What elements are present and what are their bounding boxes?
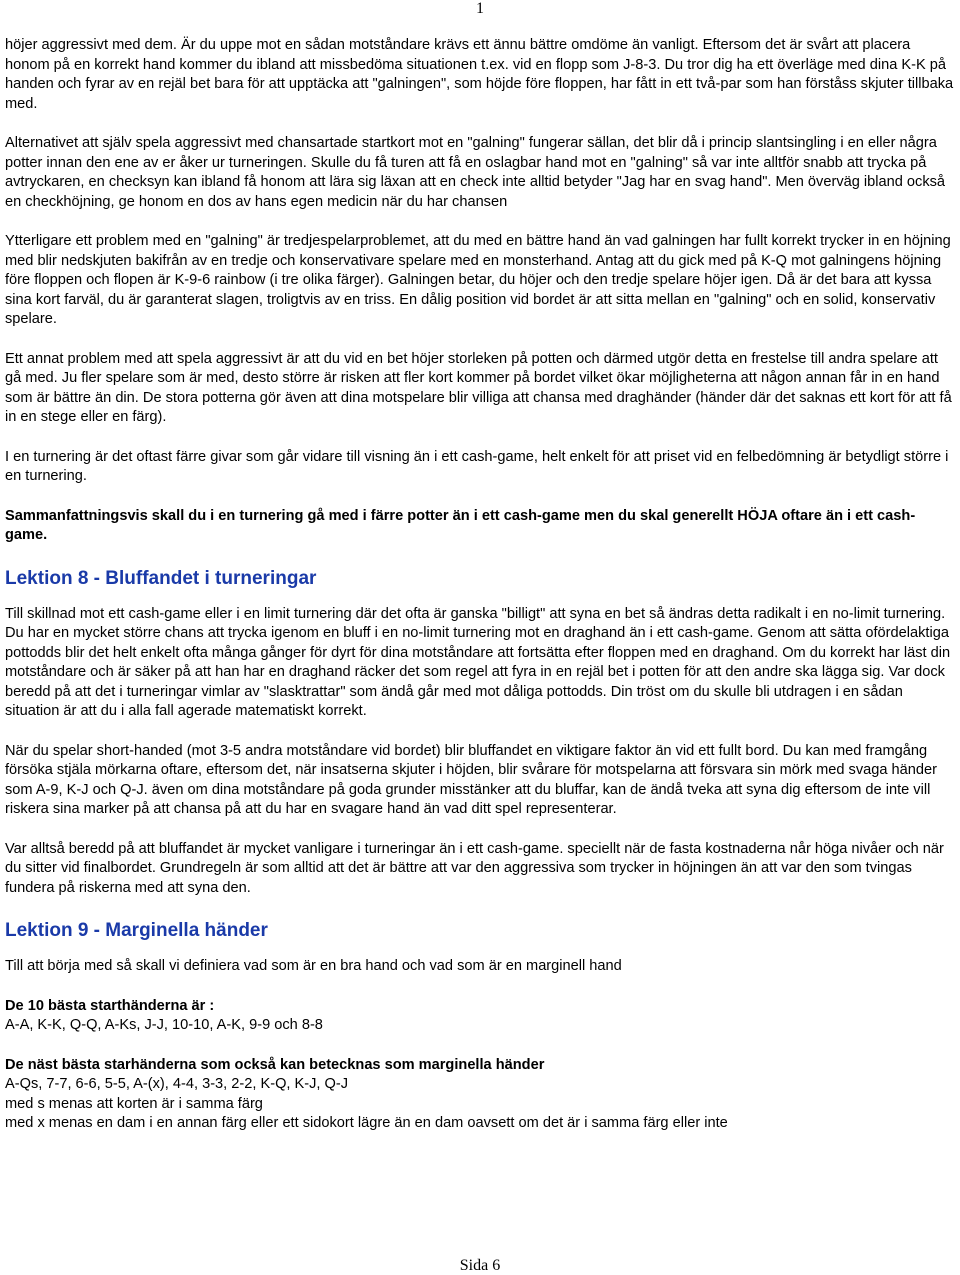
next-best-hands-title: De näst bästa starhänderna som också kan betecknas som marginella händer [5,1056,545,1073]
paragraph: I en turnering är det oftast färre givar som går vidare till visning än i ett cash-game, helt enkelt för att priset vid en felbedömning är betydligt större i en turnering. [5,448,949,484]
document-body [5,36,955,1134]
next-best-hands-list: A-Qs, 7-7, 6-6, 5-5, A-(x), 4-4, 3-3, 2-2, K-Q, K-J, Q-J [5,1076,349,1092]
paragraph: Till att börja med så skall vi definiera vad som är en bra hand och vad som är en marginell hand [5,958,622,974]
paragraph: Alternativet att själv spela aggressivt med chansartade startkort mot en "galning" fungerar sällan, det blir då i princip slantsingling i en eller några potter innan den ene av er åker ur turneringen. Skulle du få turen att få en oslagbar hand mot en "galning" så var inte alltför snabb att trycka på avtryckaren, en checksyn kan ibland få honom att lära sig läxan att en check inte alltid betyder "Jag har en svag hand". Men överväg ibland också en checkhöjning, ge honom en dos av hans egen medicin när du har chansen [5,135,946,210]
paragraph: Till skillnad mot ett cash-game eller i en limit turnering där det ofta är ganska "billigt" att syna en bet så ändras detta radikalt i en no-limit turnering. Du har en mycket större chans att trycka igenom en bluff i en no-limit turnering mot en draghand än i ett cash-game. Genom att sätta ofördelaktiga pottodds blir det helt enkelt ofta många gånger för dyrt för dina motståndare att fortsätta efter floppen med en draghand. Om du korrekt har läst din motståndare och är säker på att han har en draghand räcker det som regel att fyra in en rejäl bet i potten för att den andre ska lägga sig. Var dock beredd på att det i turneringar vimlar av "slasktrattar" som ändå går med mot dåliga pottodds. Din tröst om du skulle bli utdragen i en sådan situation är att du i alla fall agerade matematiskt korrekt. [5,605,951,719]
paragraph: höjer aggressivt med dem. Är du uppe mot en sådan motståndare krävs ett ännu bättre omdöme än vanligt. Eftersom det är svårt att placera honom på en korrekt hand kommer du ibland att missbedöma situationen t.ex. vid en flopp som J-8-3. Du tror dig ha ett överläge med dina K-K på handen och fyrar av en rejäl bet bara för att upptäcka att "galningen", som höjde före floppen, har fått in ett två-par som han förståss skjuter tillbaka med. [5,37,954,112]
best-hands-list: A-A, K-K, Q-Q, A-Ks, J-J, 10-10, A-K, 9-9 och 8-8 [5,1017,323,1033]
lesson-9-heading: Lektion 9 - Marginella händer [5,920,268,941]
lesson-8-heading: Lektion 8 - Bluffandet i turneringar [5,567,317,589]
summary-paragraph: Sammanfattningsvis skall du i en turnering gå med i färre potter än i ett cash-game men du skal generellt HÖJA oftare än i ett cash-game. [5,507,916,543]
paragraph: Ett annat problem med att spela aggressivt är att du vid en bet höjer storleken på potten och därmed utgör detta en frestelse till andra spelare att gå med. Ju fler spelare som är med, desto större är risken att fler kort kommer på bordet vilket ökar möjligheterna att någon annan får in en hand som är bättre än din. De stora potterna gör även att dina motspelare blir villiga att chansa med draghänder (händer där det saknas ett kort för att få in en stege eller en färg). [5,350,952,425]
note-x: med x menas en dam i en annan färg eller ett sidokort lägre än en dam oavsett om det är i samma färg eller inte [5,1115,728,1131]
best-hands-title: De 10 bästa starthänderna är : [5,997,215,1014]
page-footer: Sida 6 [459,1257,501,1274]
paragraph: Ytterligare ett problem med en "galning" är tredjespelarproblemet, att du med en bättre hand än vad galningen har fullt korrekt trycker in en höjning med blir nedskjuten bakifrån av en tredje och konservativare spelare med en monsterhand. Antag att du gick med på K-Q mot galningens höjning före floppen och flopen är K-9-6 rainbow (i tre olika färger). Galningen betar, du höjer och den tredje spelare höjer igen. Då är det bara att kyssa sina kort farväl, du är garanterat slagen, troligtvis av en triss. En dålig position vid bordet är att sitta mellan en "galning" och en solid, konservativ spelare. [5,233,951,327]
top-page-number: 1 [476,0,484,17]
note-suited: med s menas att korten är i samma färg [5,1095,263,1112]
paragraph: När du spelar short-handed (mot 3-5 andra motståndare vid bordet) blir bluffandet en viktigare faktor än vid ett fullt bord. Du kan med framgång försöka stjäla mörkarna oftare, eftersom det, när insatserna skjuter i höjden, blir svårare för motspelarna att försvara sin mörk med svaga händer som A-9, K-J och Q-J. även om dina motståndare på goda grunder misstänker att du bluffar, kan de ändå tveka att syna dig eftersom de inte vill riskera sina marker på att chansa på att du har en svagare hand än vad ditt spel representerar. [5,742,937,817]
paragraph: Var alltså beredd på att bluffandet är mycket vanligare i turneringar än i ett cash-game. speciellt när de fasta kostnaderna når höga nivåer och när du sitter vid finalbordet. Grundregeln är som alltid att det är bättre att var den aggressiva som trycker in höjningen än att var den som tvingas fundera på riskerna med att syna den. [5,840,944,896]
